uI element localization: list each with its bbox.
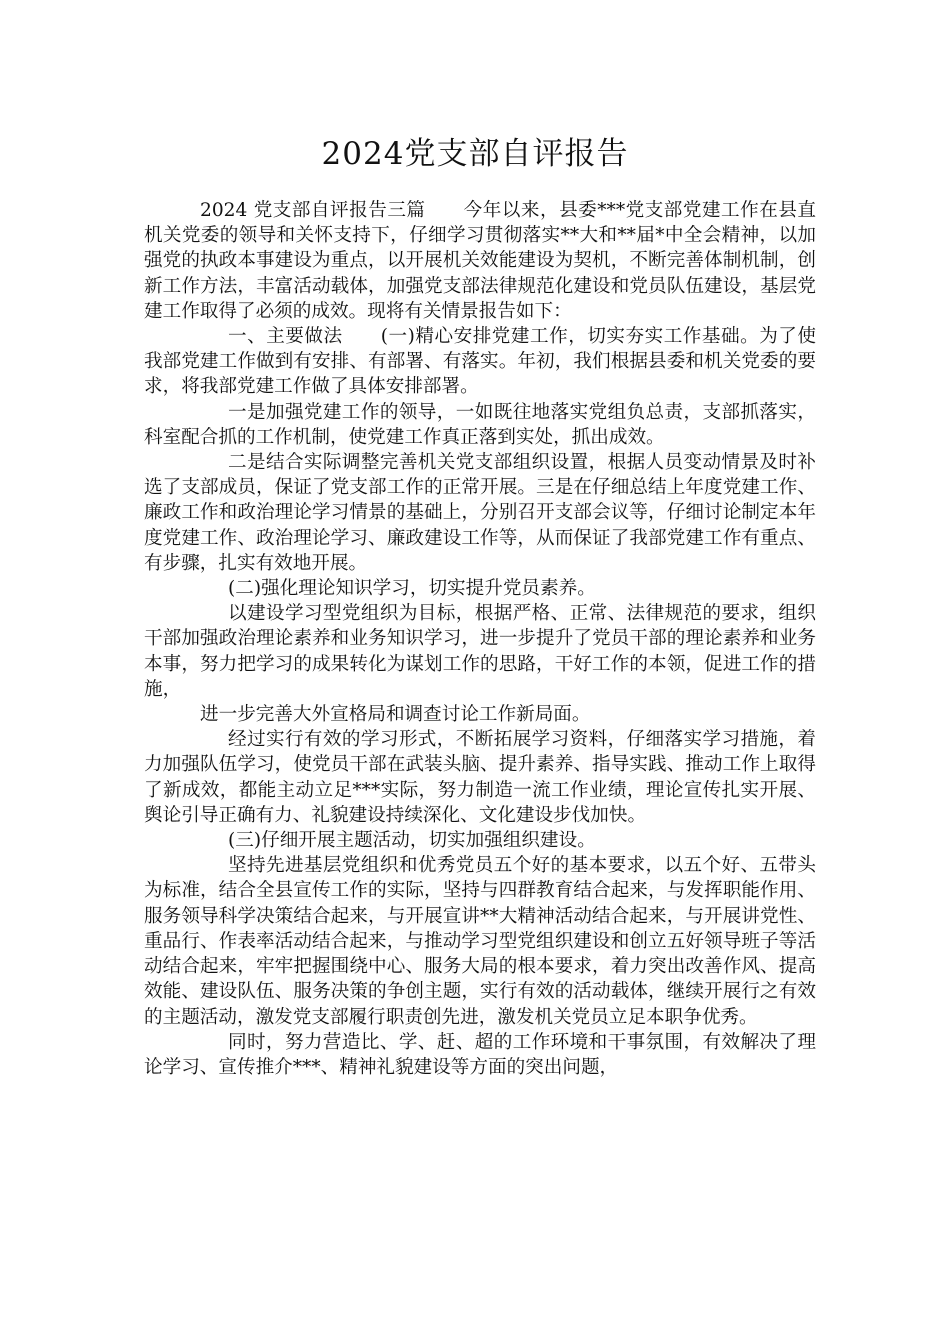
body-paragraph: 经过实行有效的学习形式，不断拓展学习资料，仔细落实学习措施，着力加强队伍学习，使党员干部在武装头脑、提升素养、指导实践、推动工作上取得了新成效，都能主动立足***实际，努力制造一流工作业绩，理论宣传扎实开展、舆论引导正确有力、礼貌建设持续深化、文化建设步伐加快。 bbox=[144, 729, 816, 826]
section-heading: (三)仔细开展主题活动，切实加强组织建设。 bbox=[228, 830, 596, 852]
body-paragraph: 二是结合实际调整完善机关党支部组织设置，根据人员变动情景及时补选了支部成员，保证了党支部工作的正常开展。三是在仔细总结上年度党建工作、廉政工作和政治理论学习情景的基础上，分别召开支部会议等，仔细讨论制定本年度党建工作、政治理论学习、廉政建设工作等，从而保证了我部党建工作有重点、有步骤，扎实有效地开展。 bbox=[144, 452, 816, 574]
document-body bbox=[144, 198, 816, 1080]
document-title: 2024党支部自评报告 bbox=[321, 136, 629, 172]
body-paragraph: 进一步完善大外宣格局和调查讨论工作新局面。 bbox=[200, 704, 591, 726]
section-heading: (二)强化理论知识学习，切实提升党员素养。 bbox=[228, 578, 596, 600]
body-paragraph: 同时，努力营造比、学、赶、超的工作环境和干事氛围，有效解决了理论学习、宣传推介***、精神礼貌建设等方面的突出问题， bbox=[144, 1031, 816, 1078]
body-paragraph: 一、主要做法 (一)精心安排党建工作，切实夯实工作基础。为了使我部党建工作做到有安排、有部署、有落实。年初，我们根据县委和机关党委的要求，将我部党建工作做了具体安排部署。 bbox=[144, 326, 816, 398]
body-paragraph: 2024 党支部自评报告三篇 今年以来，县委***党支部党建工作在县直机关党委的领导和关怀支持下，仔细学习贯彻落实**大和**届*中全会精神，以加强党的执政本事建设为重点，以开展机关效能建设为契机，不断完善体制机制，创新工作方法，丰富活动载体，加强党支部法律规范化建设和党员队伍建设，基层党建工作取得了必须的成效。现将有关情景报告如下： bbox=[144, 200, 816, 322]
body-paragraph: 以建设学习型党组织为目标，根据严格、正常、法律规范的要求，组织干部加强政治理论素养和业务知识学习，进一步提升了党员干部的理论素养和业务本事，努力把学习的成果转化为谋划工作的思路，干好工作的本领，促进工作的措施， bbox=[144, 603, 816, 700]
body-paragraph: 坚持先进基层党组织和优秀党员五个好的基本要求，以五个好、五带头为标准，结合全县宣传工作的实际，坚持与四群教育结合起来，与发挥职能作用、服务领导科学决策结合起来，与开展宣讲**大精神活动结合起来，与开展讲党性、重品行、作表率活动结合起来，与推动学习型党组织建设和创立五好领导班子等活动结合起来，牢牢把握围绕中心、服务大局的根本要求，着力突出改善作风、提高效能、建设队伍、服务决策的争创主题，实行有效的活动载体，继续开展行之有效的主题活动，激发党支部履行职责创先进，激发机关党员立足本职争优秀。 bbox=[144, 855, 816, 1028]
body-paragraph: 一是加强党建工作的领导，一如既往地落实党组负总责，支部抓落实，科室配合抓的工作机制，使党建工作真正落到实处，抓出成效。 bbox=[144, 401, 816, 448]
